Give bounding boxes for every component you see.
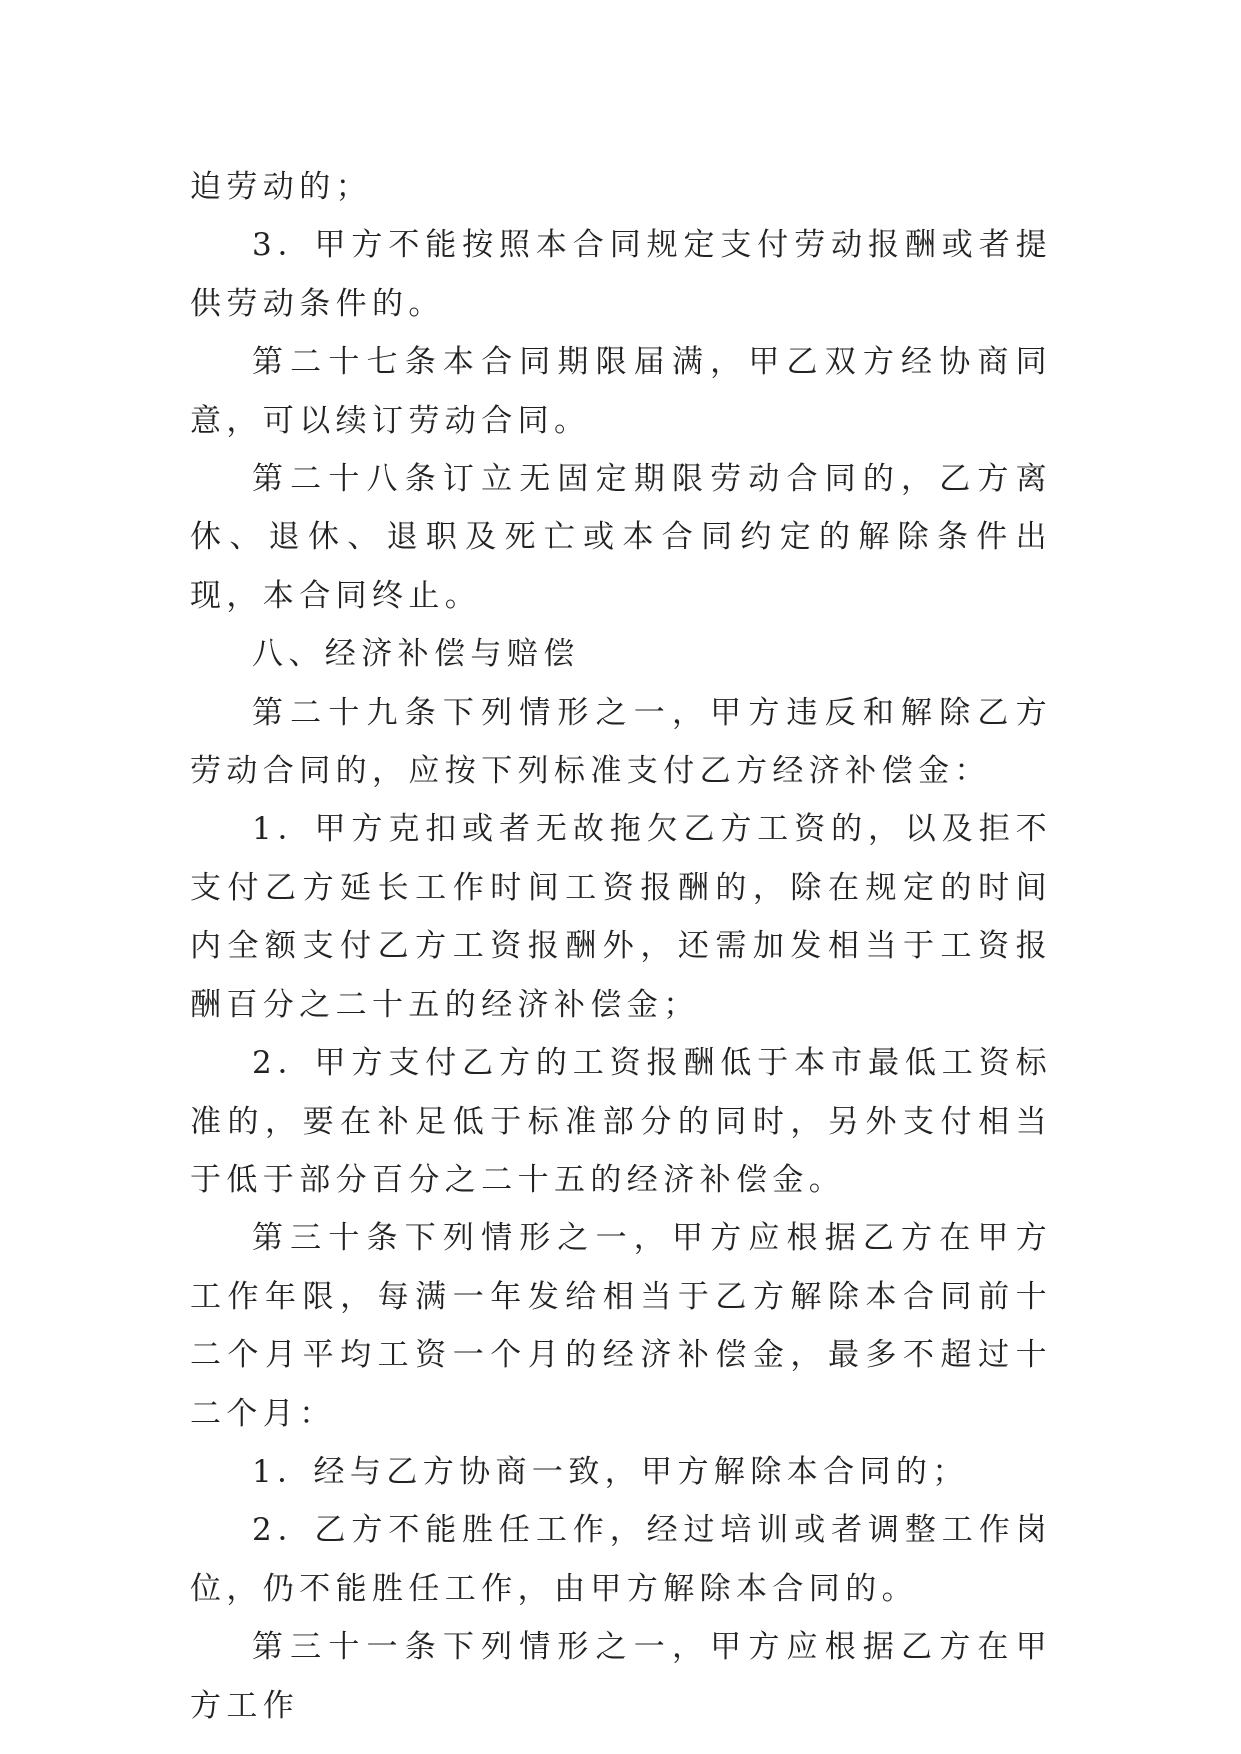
section-heading: 八、经济补偿与赔偿 bbox=[252, 636, 580, 673]
paragraph-item-3: 3．甲方不能按照本合同规定支付劳动报酬或者提供劳动条件的。 bbox=[190, 227, 1052, 322]
paragraph-article-28: 第二十八条订立无固定期限劳动合同的，乙方离休、退休、退职及死亡或本合同约定的解除条件出现，本合同终止。 bbox=[190, 461, 1052, 614]
paragraph-continuation: 迫劳动的； bbox=[190, 169, 372, 205]
paragraph-article-29-item-1: 1．甲方克扣或者无故拖欠乙方工资的，以及拒不支付乙方延长工作时间工资报酬的，除在规定的时间内全额支付乙方工资报酬外，还需加发相当于工资报酬百分之二十五的经济补偿金； bbox=[190, 811, 1052, 1023]
paragraph-article-30: 第三十条下列情形之一，甲方应根据乙方在甲方工作年限，每满一年发给相当于乙方解除本合同前十二个月平均工资一个月的经济补偿金，最多不超过十二个月： bbox=[190, 1220, 1052, 1432]
paragraph-article-29-item-2: 2．甲方支付乙方的工资报酬低于本市最低工资标准的，要在补足低于标准部分的同时，另外支付相当于低于部分百分之二十五的经济补偿金。 bbox=[190, 1045, 1052, 1198]
paragraph-article-30-item-1: 1．经与乙方协商一致，甲方解除本合同的； bbox=[252, 1453, 969, 1490]
paragraph-article-30-item-2: 2．乙方不能胜任工作，经过培训或者调整工作岗位，仍不能胜任工作，由甲方解除本合同的。 bbox=[190, 1512, 1052, 1607]
paragraph-article-29: 第二十九条下列情形之一，甲方违反和解除乙方劳动合同的，应按下列标准支付乙方经济补偿金： bbox=[190, 694, 1052, 790]
paragraph-article-27: 第二十七条本合同期限届满，甲乙双方经协商同意，可以续订劳动合同。 bbox=[190, 344, 1052, 439]
paragraph-article-31: 第三十一条下列情形之一，甲方应根据乙方在甲方工作 bbox=[190, 1629, 1052, 1724]
document-body bbox=[190, 158, 1052, 1735]
